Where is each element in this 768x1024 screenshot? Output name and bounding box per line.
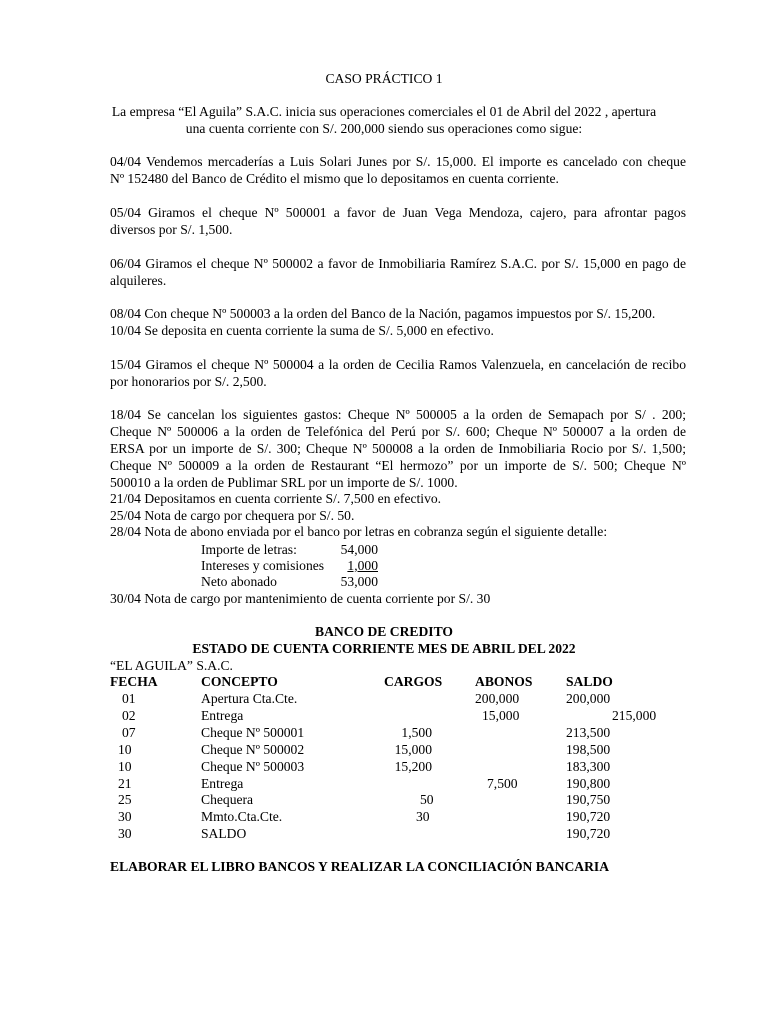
column-header-abonos: ABONOS [475, 674, 533, 689]
table-cell-concepto: Cheque Nº 500001 [201, 725, 305, 740]
table-cell-cargos: 30 [416, 809, 430, 824]
operation-1504-line-1: 15/04 Giramos el cheque Nº 500004 a la orden de Cecilia Ramos Valenzuela, en cancelación de recibo [110, 357, 686, 372]
table-cell-saldo: 213,500 [566, 725, 611, 740]
table-cell-fecha: 21 [118, 776, 132, 791]
operation-1804-line-3: ERSA por un importe de S/. 300; Cheque Nº 500008 a la orden de Inmobiliaria Rocio por S/. 1,500; [110, 441, 686, 456]
table-cell-saldo: 200,000 [566, 691, 611, 706]
table-cell-cargos: 15,000 [394, 742, 432, 757]
operation-3004: 30/04 Nota de cargo por mantenimiento de cuenta corriente por S/. 30 [110, 591, 491, 606]
company-name: “EL AGUILA” S.A.C. [110, 658, 233, 673]
operation-1804-line-2: Cheque Nº 500006 a la orden de Telefónica del Perú por S/. 600; Cheque Nº 500007 a la orden de [110, 424, 686, 439]
operation-1004: 10/04 Se deposita en cuenta corriente la suma de S/. 5,000 en efectivo. [110, 323, 494, 338]
table-cell-fecha: 10 [118, 742, 132, 757]
operation-0504-line-1: 05/04 Giramos el cheque Nº 500001 a favor de Juan Vega Mendoza, cajero, para afrontar pagos [110, 205, 686, 220]
table-cell-concepto: Cheque Nº 500002 [201, 742, 305, 757]
table-cell-fecha: 25 [118, 792, 132, 807]
table-cell-saldo: 198,500 [566, 742, 611, 757]
table-cell-cargos: 50 [420, 792, 434, 807]
table-cell-concepto: Cheque Nº 500003 [201, 759, 305, 774]
table-cell-concepto: SALDO [201, 826, 247, 841]
table-cell-concepto: Mmto.Cta.Cte. [201, 809, 283, 824]
operation-2104: 21/04 Depositamos en cuenta corriente S/. 7,500 en efectivo. [110, 491, 442, 506]
table-cell-cargos: 15,200 [394, 759, 432, 774]
table-cell-saldo: 215,000 [612, 708, 657, 723]
table-cell-saldo: 190,750 [566, 792, 611, 807]
letras-value: 54,000 [340, 542, 378, 557]
table-cell-concepto: Entrega [201, 776, 244, 791]
column-header-fecha: FECHA [110, 674, 158, 689]
table-cell-saldo: 190,720 [566, 826, 611, 841]
column-header-cargos: CARGOS [384, 674, 443, 689]
table-cell-fecha: 01 [122, 691, 136, 706]
table-cell-saldo: 183,300 [566, 759, 611, 774]
statement-heading: ESTADO DE CUENTA CORRIENTE MES DE ABRIL DEL 2022 [192, 641, 576, 656]
table-cell-fecha: 10 [118, 759, 132, 774]
table-cell-abonos: 200,000 [475, 691, 520, 706]
table-cell-cargos: 1,500 [401, 725, 432, 740]
operation-1804-line-4: Cheque Nº 500009 a la orden de Restaurant “El hermozo” por un importe de S/. 500; Cheque Nº [110, 458, 686, 473]
table-cell-abonos: 7,500 [487, 776, 518, 791]
operation-1504-line-2: por honorarios por S/. 2,500. [110, 374, 267, 389]
letras-label: Importe de letras: [201, 542, 297, 557]
operation-2504: 25/04 Nota de cargo por chequera por S/. 50. [110, 508, 355, 523]
column-header-concepto: CONCEPTO [201, 674, 278, 689]
table-cell-fecha: 30 [118, 809, 132, 824]
operation-0504-line-2: diversos por S/. 1,500. [110, 222, 233, 237]
task-instruction: ELABORAR EL LIBRO BANCOS Y REALIZAR LA CONCILIACIÓN BANCARIA [110, 859, 610, 874]
case-title: CASO PRÁCTICO 1 [325, 71, 443, 86]
table-cell-concepto: Apertura Cta.Cte. [201, 691, 298, 706]
table-cell-concepto: Entrega [201, 708, 244, 723]
intro-line-1: La empresa “El Aguila” S.A.C. inicia sus operaciones comerciales el 01 de Abril del 2022 , apertura [111, 104, 657, 119]
letras-label: Neto abonado [201, 574, 277, 589]
table-cell-fecha: 30 [118, 826, 132, 841]
operation-1804-line-1: 18/04 Se cancelan los siguientes gastos: Cheque Nº 500005 a la orden de Semapach por S/ . 200; [110, 407, 686, 422]
letras-label: Intereses y comisiones [201, 558, 325, 573]
operation-0604-line-2: alquileres. [110, 273, 167, 288]
table-cell-saldo: 190,800 [566, 776, 611, 791]
letras-value: 53,000 [340, 574, 378, 589]
bank-name: BANCO DE CREDITO [315, 624, 453, 639]
operation-1804-line-5: 500010 a la orden de Publimar SRL por un importe de S/. 1000. [110, 475, 458, 490]
operation-0404-line-1: 04/04 Vendemos mercaderías a Luis Solari Junes por S/. 15,000. El importe es cancelado con cheque [110, 154, 686, 169]
table-cell-fecha: 07 [122, 725, 136, 740]
operation-0804: 08/04 Con cheque Nº 500003 a la orden del Banco de la Nación, pagamos impuestos por S/. 15,200. [110, 306, 656, 321]
table-cell-fecha: 02 [122, 708, 136, 723]
column-header-saldo: SALDO [566, 674, 613, 689]
table-cell-saldo: 190,720 [566, 809, 611, 824]
operation-0604-line-1: 06/04 Giramos el cheque Nº 500002 a favor de Inmobiliaria Ramírez S.A.C. por S/. 15,000 en pago de [110, 256, 686, 271]
operation-0404-line-2: Nº 152480 del Banco de Crédito el mismo que lo depositamos en cuenta corriente. [110, 171, 559, 186]
operation-2804: 28/04 Nota de abono enviada por el banco por letras en cobranza según el siguiente detalle: [110, 524, 608, 539]
table-cell-concepto: Chequera [201, 792, 254, 807]
letras-value: 1,000 [347, 558, 378, 573]
intro-line-2: una cuenta corriente con S/. 200,000 siendo sus operaciones como sigue: [185, 121, 583, 136]
table-cell-abonos: 15,000 [482, 708, 520, 723]
